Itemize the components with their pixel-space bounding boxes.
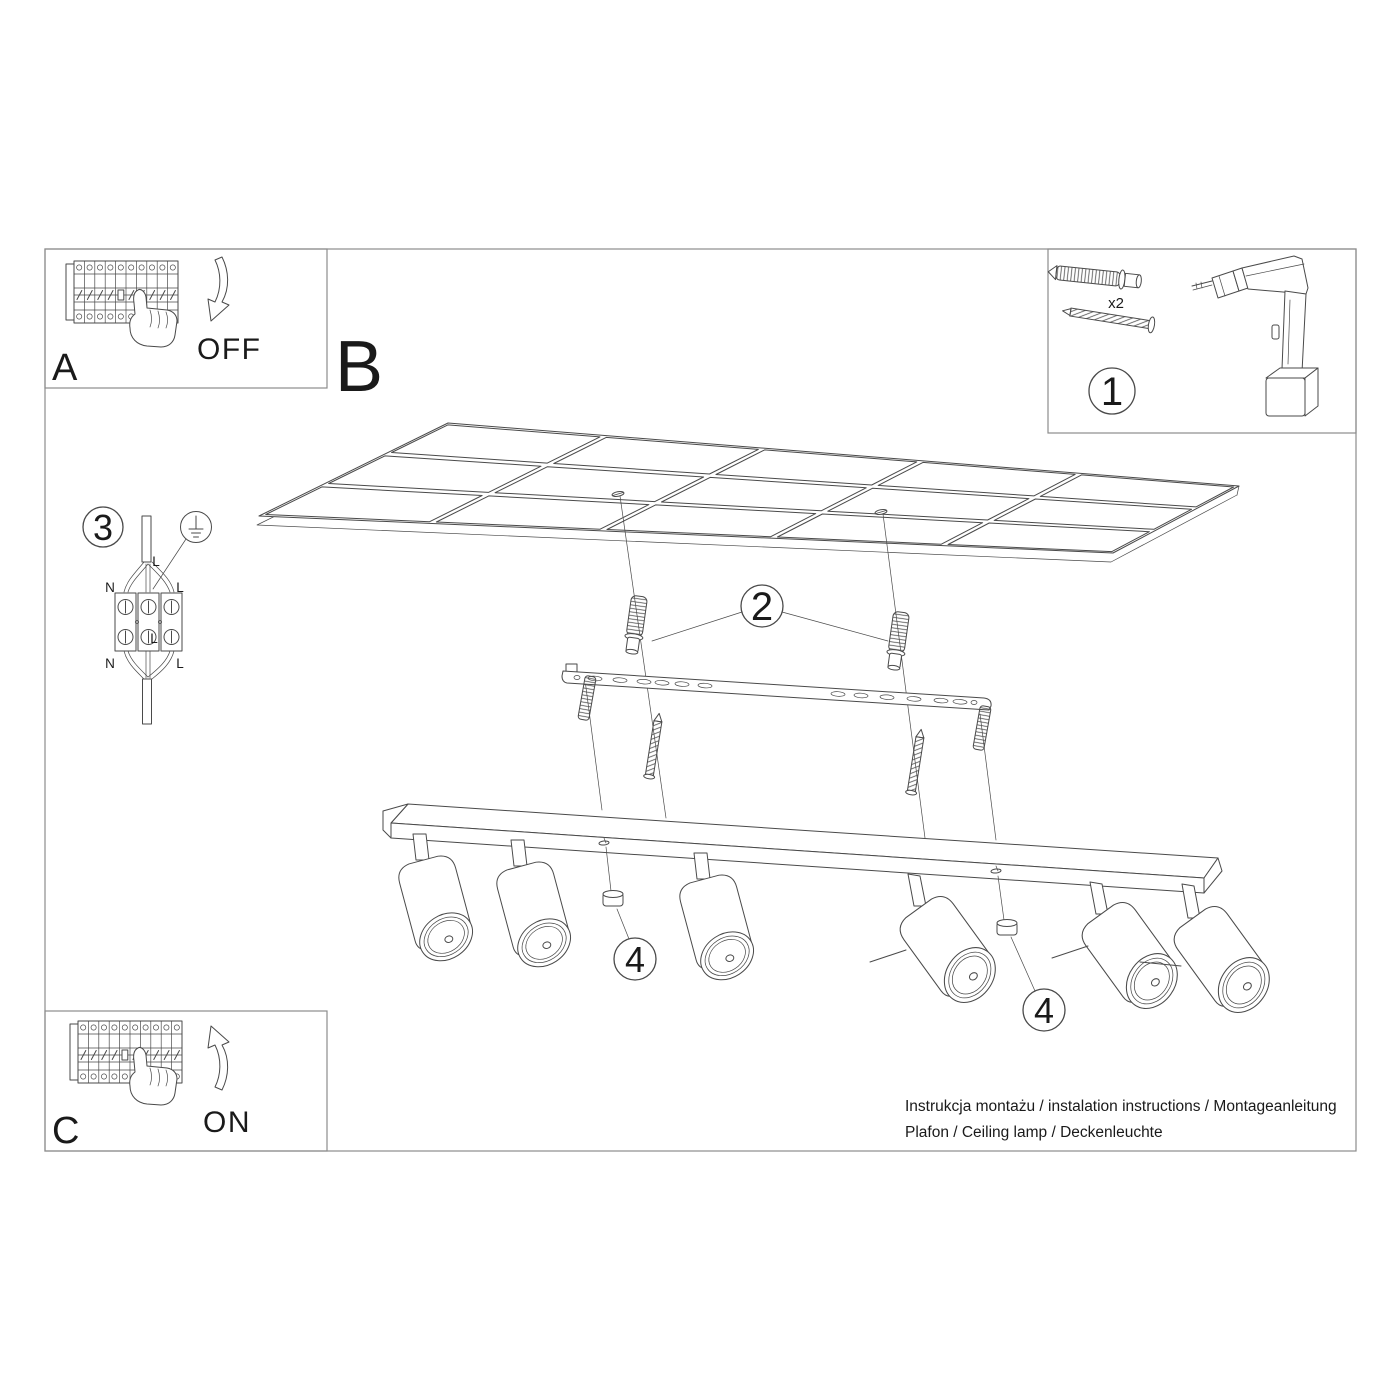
- lamp-fixture: [383, 804, 1290, 1031]
- drill-icon: [1192, 256, 1318, 416]
- spotlight: [491, 840, 584, 980]
- wire-label-n-top: N: [105, 580, 115, 595]
- anchor-quantity-label: x2: [1108, 295, 1124, 312]
- wall-plug-icon: [1047, 262, 1142, 291]
- arrow-down-icon: [208, 257, 229, 321]
- step-4-number-right: 4: [1033, 990, 1055, 1031]
- wall-plug-icon: [623, 595, 649, 655]
- footer-line-1: Instrukcja montażu / instalation instructions / Montageanleitung: [905, 1098, 1337, 1115]
- spacer-ring-icon: [997, 920, 1017, 936]
- wire-label-l-top: L: [176, 580, 184, 595]
- spotlight: [674, 853, 767, 993]
- mounting-screw-icon: [905, 729, 926, 796]
- outer-frame: [45, 249, 1356, 1151]
- spotlight: [870, 874, 1016, 1021]
- earth-symbol-icon: [153, 512, 212, 590]
- step-1-tools: [1047, 256, 1318, 416]
- mounting-screw-icon: [643, 713, 664, 780]
- wire-label-l-mid: L: [150, 631, 158, 646]
- ceiling-grid: [257, 423, 1239, 562]
- step-a-panel: [52, 257, 262, 389]
- wire-label-l-bottom: L: [176, 656, 184, 671]
- step-3-number: 3: [92, 507, 114, 548]
- step-b-label: B: [335, 327, 384, 407]
- spotlight: [1052, 882, 1198, 1027]
- off-label: OFF: [197, 333, 262, 366]
- wires-bottom: [124, 651, 174, 679]
- step-2-number: 2: [750, 585, 774, 629]
- wall-plug-icon: [885, 611, 911, 671]
- step-3-wiring: [83, 507, 212, 724]
- arrow-up-icon: [208, 1026, 229, 1090]
- mounting-bracket: [562, 664, 991, 751]
- step-1-number: 1: [1100, 370, 1124, 414]
- footer-line-2: Plafon / Ceiling lamp / Deckenleuchte: [905, 1124, 1163, 1141]
- step-a-label: A: [52, 347, 78, 389]
- step-c-panel: [52, 1021, 251, 1152]
- supply-cable: [142, 516, 151, 562]
- bracket-spring-right: [973, 705, 991, 750]
- wires-top: [124, 562, 174, 592]
- wire-label-top: L: [152, 554, 160, 569]
- footer: [905, 1098, 1337, 1141]
- spotlight: [393, 834, 486, 974]
- step-c-label: C: [52, 1110, 80, 1152]
- on-label: ON: [203, 1106, 251, 1139]
- terminal-block: [115, 593, 182, 651]
- step-4-number-left: 4: [624, 939, 646, 980]
- spacer-ring-icon: [603, 891, 623, 907]
- alignment-lines: [585, 496, 996, 840]
- lamp-cable: [143, 679, 152, 724]
- wire-label-n-bottom: N: [105, 656, 115, 671]
